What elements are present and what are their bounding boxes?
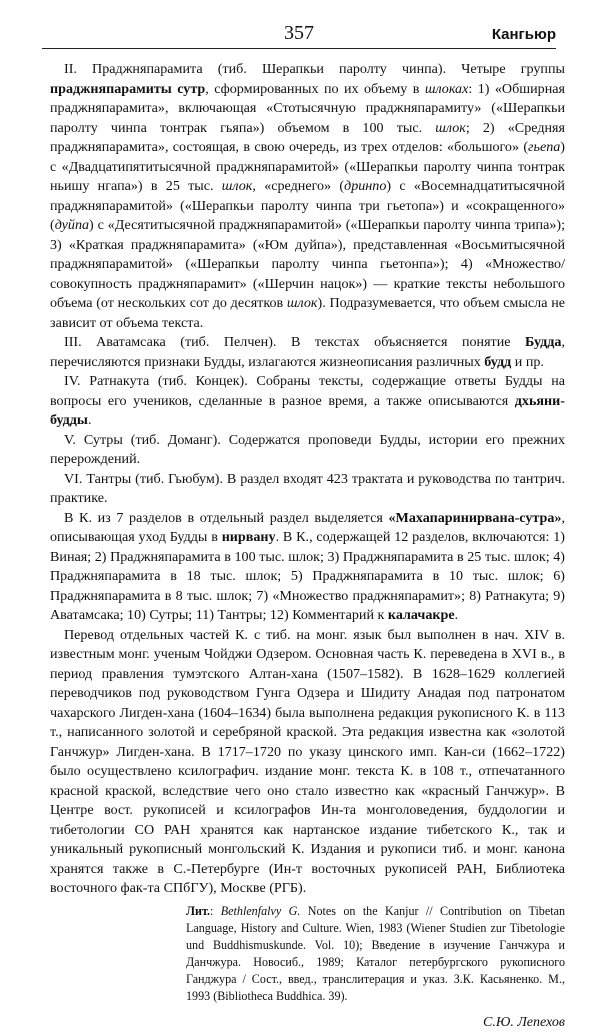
text-run: ) с «Двадцатипятитысячной праджняпарамитой» («Шерапкьи паролту чинпа тонтрак ньишу нгапа») в 25 тыс. [50,139,565,194]
text-run: В К. из 7 разделов в отдельный раздел выделяется [64,510,388,526]
italic-term: Bethlenfalvy G. [221,904,301,918]
text-run: . [455,607,459,623]
paragraph [50,470,565,509]
bold-term: будд [484,354,511,370]
bold-term: праджняпарамиты сутр [50,81,205,97]
italic-term: дуйпа [55,217,89,233]
page-header [42,22,556,48]
running-head: Кангьюр [492,26,556,43]
bold-term: нирвану [222,529,276,545]
italic-term: шлок [435,120,466,136]
italic-term: шлоках [425,81,469,97]
text-run: : [210,904,221,918]
paragraph [50,626,565,899]
paragraph [50,60,565,333]
text-run: ) с «Десятитысячной праджняпарамитой» («Шерапкьи паролту чинпа трипа»); 3) «Краткая праджняпарамита» («Юм дуйпа»), представленная «Восьмитысячной праджняпарамитой» («Шерапкьи паролту чинпа гьетонпа»); 4) «Множество/совокупность праджняпарамит» («Шерчин нацок») — краткие тексты небольшого объема (от нескольких сот до десятков [50,217,565,311]
italic-term: шлок [222,178,253,194]
text-run: , сформированных по их объему в [205,81,425,97]
text-run: ) с «Восемнадцатитысячной праджняпарамитой» («Шерапкьи паролту чинпа три гьетопа») и «сокращенного» ( [50,178,565,233]
text-run: Notes on the Kanjur // Contribution on Tibetan Language, History and Culture. Wien, 1983 (Wiener Studien zur Tibetologie und Buddhismuskunde. Vol. 10); Введение в изучение Ганчжура и Данчжура. Новосиб., 1989; Каталог петербургского рукописного Ганджура / Сост., введ., транслитерация и указ. З.К. Касьяненко. М., 1993 (Bibliotheca Buddhica. 39). [186,904,565,1003]
text-run: . [88,412,92,428]
text-run: : 1) «Обширная праджняпарамита», включающая «Стотысячную праджняпарамиту» («Шерапкьи паролту чинпа тонтрак гьяпа») объемом в 100 тыс. [50,81,565,136]
bold-term: Лит. [186,904,210,918]
author-signature: С.Ю. Лепехов [50,1013,565,1032]
text-run: IV. Ратнакута (тиб. Концек). Собраны тексты, содержащие ответы Будды на вопросы его учеников, сделанные в разное время, а также описываются [50,373,565,409]
italic-term: дринпо [344,178,386,194]
paragraph [50,431,565,470]
text-run: ). Подразумевается, что объем смысла не зависит от объема текста. [50,295,565,331]
italic-term: шлок [287,295,318,311]
text-run: , перечисляются признаки Будды, излагаются жизнеописания различных [50,334,565,370]
paragraph [50,509,565,626]
bold-term: дхьяни-будды [50,393,565,429]
text-run: ; 2) «Средняя праджняпарамита», состоящая, в свою очередь, из трех отделов: «большого» ( [50,120,565,156]
bold-term: «Махапаринирвана-сутра» [388,510,561,526]
text-run: и пр. [511,354,544,370]
page-number: 357 [42,22,556,45]
text-run: II. Праджняпарамита (тиб. Шерапкьи паролту чинпа). Четыре группы [64,61,565,77]
text-run: Перевод отдельных частей К. с тиб. на монг. язык был выполнен в нач. XIV в. известным монг. ученым Чойджи Одзером. Основная часть К. переведена в XVI в., в период правления тумэтского Алтан-хана (1507–1582). В 1628–1629 коллегией переводчиков под руководством Гунга Одзера и Шидиту Анадая под патронатом чахарского Лигден-хана (1604–1634) была выполнена редакция рукописного К. в 113 т., написанного золотой и серебряной краской. Эта редакция известна как «золотой Ганчжур» Лигден-хана. В 1717–1720 по указу цинского имп. Кан-си (1662–1722) было осуществлено ксилографич. издание монг. текста К. в 108 т., отпечатанного красной краской, вследствие чего оно стало известно как «красный Ганчжур». В Центре вост. рукописей и ксилографов Ин-та монголоведения, буддологии и тибетологии СО РАН хранятся как нартанское издание тибетского К., так и уникальный рукописный монгольский К. Издания и рукописи тиб. и монг. канона хранятся также в С.-Петербурге (Ин-т восточных рукописей РАН, Библиотека восточного фак-та СПбГУ), Москве (РГБ). [50,627,565,897]
text-run: . В К., содержащей 12 разделов, включаются: 1) Виная; 2) Праджняпарамита в 100 тыс. шлок; 3) Праджняпарамита в 25 тыс. шлок; 4) Праджняпарамита в 18 тыс. шлок; 5) Праджняпарамита в 10 тыс. шлок; 6) Праджняпарамита в 8 тыс. шлок; 7) «Множество праджняпарамит»; 8) Ратнакута; 9) Аватамсака; 10) Сутры; 11) Тантры; 12) Комментарий к [50,529,565,623]
paragraph [50,333,565,372]
paragraph [50,372,565,431]
text-run: , «среднего» ( [252,178,344,194]
header-rule [42,48,556,49]
text-run: VI. Тантры (тиб. Гьюбум). В раздел входят 423 трактата и руководства по тантрич. практике. [50,471,565,507]
references [186,903,565,1005]
article-paragraphs [50,60,565,899]
bold-term: калачакре [388,607,455,623]
text-run: , описывающая уход Будды в [50,510,565,546]
article-body [50,60,565,1032]
italic-term: гьепа [528,139,560,155]
text-run: III. Аватамсака (тиб. Пелчен). В текстах объясняется понятие [64,334,525,350]
text-run: V. Сутры (тиб. Доманг). Содержатся проповеди Будды, истории его прежних перерождений. [50,432,565,468]
bold-term: Будда [525,334,561,350]
